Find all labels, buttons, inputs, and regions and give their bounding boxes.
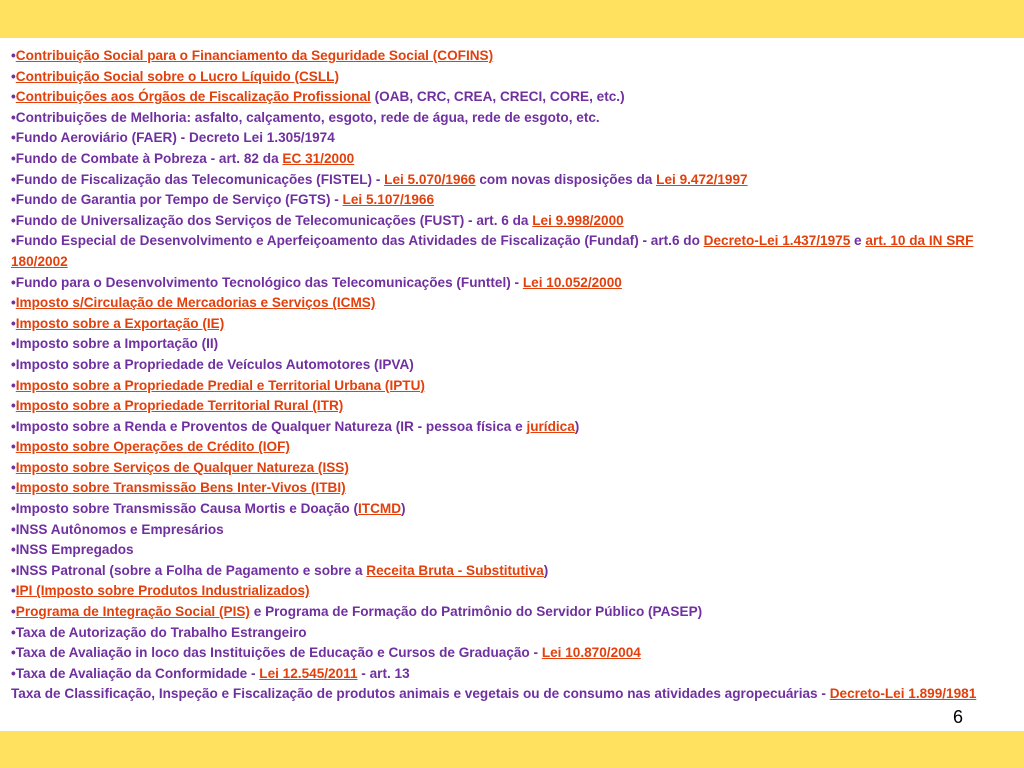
list-item <box>11 293 1011 314</box>
item-text: Taxa de Classificação, Inspeção e Fiscalização de produtos animais e vegetais ou de consumo nas atividades agropecuárias - <box>11 686 830 702</box>
bullet-icon: • <box>11 109 16 125</box>
bullet-icon: • <box>11 542 16 558</box>
bullet-icon: • <box>11 356 16 372</box>
item-text: Taxa de Avaliação da Conformidade - <box>15 665 260 681</box>
reference-link[interactable]: Imposto sobre Operações de Crédito (IOF) <box>15 439 290 455</box>
list-item <box>11 602 1011 623</box>
top-band <box>0 0 1024 38</box>
item-text: Fundo de Fiscalização das Telecomunicações (FISTEL) - <box>15 171 385 187</box>
list-item <box>11 664 1011 685</box>
list-item <box>11 396 1011 417</box>
list-item <box>11 211 1011 232</box>
list-item <box>11 520 1011 541</box>
list-item <box>11 170 1011 191</box>
bullet-icon: • <box>11 418 16 434</box>
list-item <box>11 437 1011 458</box>
item-text: Imposto sobre a Importação (II) <box>15 336 219 352</box>
bullet-icon: • <box>11 48 16 63</box>
item-text: Fundo de Garantia por Tempo de Serviço (FGTS) - <box>15 192 343 208</box>
item-text: - art. 13 <box>357 665 410 681</box>
list-item <box>11 417 1011 438</box>
reference-link[interactable]: ITCMD <box>357 501 402 517</box>
bullet-icon: • <box>11 459 16 475</box>
reference-link[interactable]: Imposto sobre a Propriedade Predial e Territorial Urbana (IPTU) <box>15 377 425 393</box>
item-text: Fundo de Combate à Pobreza - art. 82 da <box>15 150 283 166</box>
bullet-icon: • <box>11 192 16 208</box>
list-item <box>11 67 1011 88</box>
reference-link[interactable]: Receita Bruta - Substitutiva <box>366 562 544 578</box>
reference-link[interactable]: Lei 10.052/2000 <box>522 274 622 290</box>
list-item <box>11 231 1011 272</box>
reference-link[interactable]: Lei 9.472/1997 <box>656 171 748 187</box>
reference-link[interactable]: Imposto sobre Serviços de Qualquer Natureza (ISS) <box>15 459 349 475</box>
list-item <box>11 314 1011 335</box>
item-text: Fundo de Universalização dos Serviços de Telecomunicações (FUST) - art. 6 da <box>15 212 533 228</box>
reference-link[interactable]: Programa de Integração Social (PIS) <box>15 604 250 620</box>
list-item <box>11 561 1011 582</box>
reference-link[interactable]: Imposto s/Circulação de Mercadorias e Serviços (ICMS) <box>15 295 376 311</box>
bullet-icon: • <box>11 583 16 599</box>
bullet-icon: • <box>11 665 16 681</box>
reference-link[interactable]: Lei 10.870/2004 <box>541 645 641 661</box>
bullet-icon: • <box>11 212 16 228</box>
tax-list <box>11 46 1011 705</box>
item-text: Imposto sobre Transmissão Causa Mortis e Doação ( <box>15 501 358 517</box>
list-item <box>11 87 1011 108</box>
list-item <box>11 128 1011 149</box>
reference-link[interactable]: EC 31/2000 <box>282 150 355 166</box>
reference-link[interactable]: Imposto sobre Transmissão Bens Inter-Vivos (ITBI) <box>15 480 346 496</box>
list-item <box>11 623 1011 644</box>
list-item <box>11 190 1011 211</box>
list-item <box>11 108 1011 129</box>
list-item <box>11 499 1011 520</box>
item-text: Fundo Aeroviário (FAER) - Decreto Lei 1.305/1974 <box>15 130 335 146</box>
item-text: Imposto sobre a Propriedade de Veículos Automotores (IPVA) <box>15 356 414 372</box>
item-text: e Programa de Formação do Patrimônio do Servidor Público (PASEP) <box>249 604 703 620</box>
item-text: INSS Patronal (sobre a Folha de Pagamento e sobre a <box>15 562 367 578</box>
bullet-icon: • <box>11 645 16 661</box>
reference-link[interactable]: Lei 5.070/1966 <box>384 171 476 187</box>
reference-link[interactable]: Lei 12.545/2011 <box>259 665 358 681</box>
item-text: Taxa de Autorização do Trabalho Estrangeiro <box>15 624 307 640</box>
item-text: Taxa de Avaliação in loco das Instituições de Educação e Cursos de Graduação - <box>15 645 542 661</box>
reference-link[interactable]: Contribuição Social sobre o Lucro Líquido (CSLL) <box>15 68 339 84</box>
item-text: e <box>850 233 866 249</box>
list-item <box>11 149 1011 170</box>
bullet-icon: • <box>11 521 16 537</box>
reference-link[interactable]: IPI (Imposto sobre Produtos Industrializados) <box>15 583 310 599</box>
item-text: ) <box>543 562 549 578</box>
item-text: Fundo para o Desenvolvimento Tecnológico das Telecomunicações (Funttel) - <box>15 274 523 290</box>
reference-link[interactable]: Imposto sobre a Exportação (IE) <box>15 315 225 331</box>
item-text: INSS Autônomos e Empresários <box>15 521 224 537</box>
bullet-icon: • <box>11 501 16 517</box>
item-text: ) <box>401 501 406 517</box>
bullet-icon: • <box>11 130 16 146</box>
item-text: INSS Empregados <box>15 542 134 558</box>
reference-link[interactable]: Lei 9.998/2000 <box>532 212 624 228</box>
item-text: ) <box>574 418 580 434</box>
item-text: Contribuições de Melhoria: asfalto, calçamento, esgoto, rede de água, rede de esgoto, etc. <box>15 109 600 125</box>
list-item <box>11 273 1011 294</box>
reference-link[interactable]: Imposto sobre a Propriedade Territorial Rural (ITR) <box>15 398 344 414</box>
item-text: com novas disposições da <box>475 171 657 187</box>
bullet-icon: • <box>11 480 16 496</box>
item-text: Fundo Especial de Desenvolvimento e Aperfeiçoamento das Atividades de Fiscalização (Fundaf) - art.6 do <box>15 233 704 249</box>
list-item <box>11 376 1011 397</box>
bullet-icon: • <box>11 562 16 578</box>
list-item <box>11 46 1011 67</box>
reference-link[interactable]: Contribuição Social para o Financiamento da Seguridade Social (COFINS) <box>15 48 494 63</box>
bullet-icon: • <box>11 68 16 84</box>
list-item <box>11 643 1011 664</box>
list-item <box>11 478 1011 499</box>
reference-link[interactable]: Decreto-Lei 1.899/1981 <box>829 686 977 702</box>
list-item <box>11 334 1011 355</box>
reference-link[interactable]: Lei 5.107/1966 <box>342 192 434 208</box>
list-item <box>11 684 1011 705</box>
list-item <box>11 355 1011 376</box>
bullet-icon: • <box>11 150 16 166</box>
bullet-icon: • <box>11 439 16 455</box>
reference-link[interactable]: art. 10 da IN SRF 180/2002 <box>11 233 974 269</box>
bottom-band <box>0 731 1024 768</box>
bullet-icon: • <box>11 171 16 187</box>
bullet-icon: • <box>11 604 16 620</box>
item-text: Imposto sobre a Renda e Proventos de Qualquer Natureza (IR - pessoa física e <box>15 418 527 434</box>
bullet-icon: • <box>11 315 16 331</box>
list-item <box>11 581 1011 602</box>
bullet-icon: • <box>11 274 16 290</box>
list-item <box>11 458 1011 479</box>
bullet-icon: • <box>11 233 16 249</box>
bullet-icon: • <box>11 336 16 352</box>
reference-link[interactable]: jurídica <box>526 418 575 434</box>
reference-link[interactable]: Contribuições aos Órgãos de Fiscalização Profissional <box>15 89 371 105</box>
bullet-icon: • <box>11 295 16 311</box>
item-text: (OAB, CRC, CREA, CRECI, CORE, etc.) <box>370 89 625 105</box>
list-item <box>11 540 1011 561</box>
bullet-icon: • <box>11 89 16 105</box>
page-number: 6 <box>952 707 963 727</box>
bullet-icon: • <box>11 377 16 393</box>
bullet-icon: • <box>11 624 16 640</box>
reference-link[interactable]: Decreto-Lei 1.437/1975 <box>703 233 851 249</box>
bullet-icon: • <box>11 398 16 414</box>
